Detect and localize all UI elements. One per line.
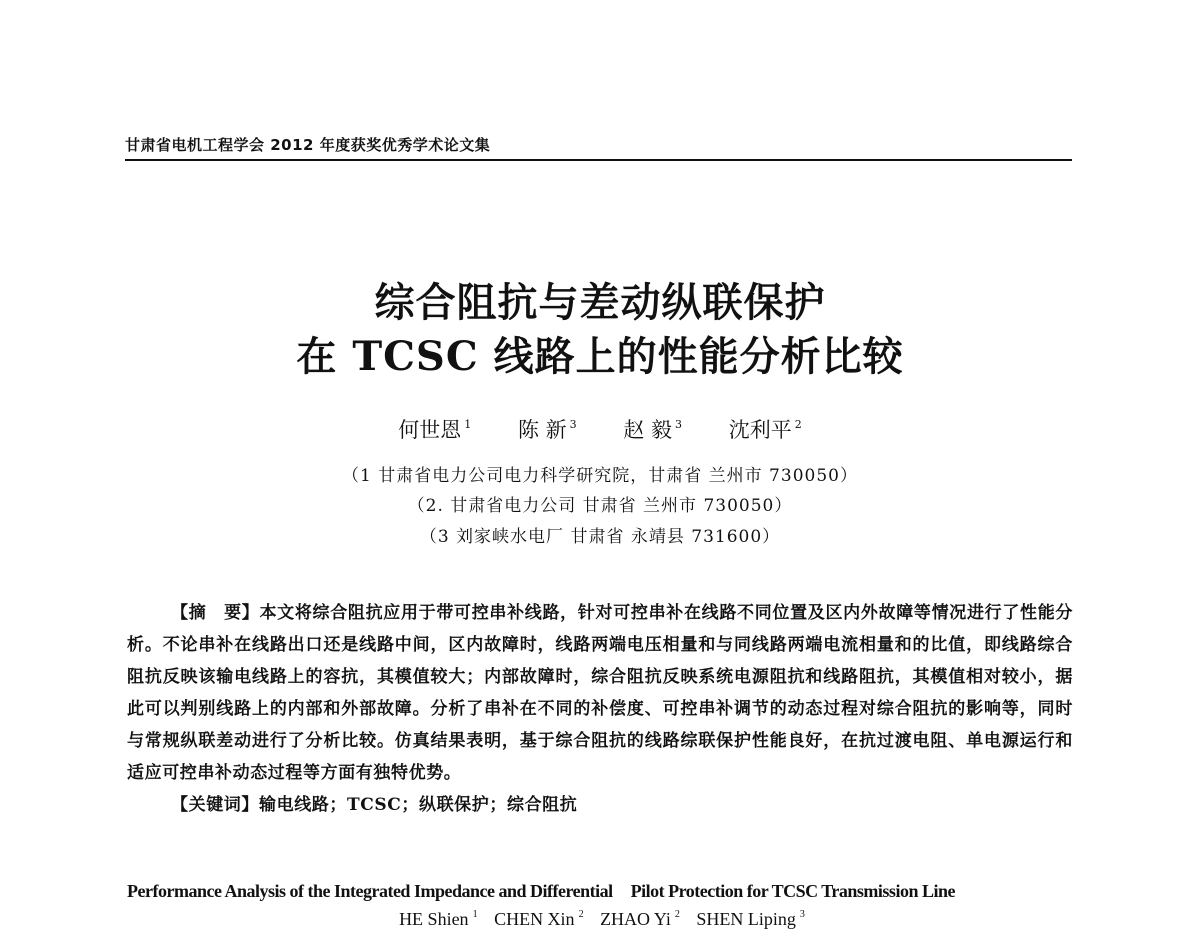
english-author-affiliation-mark: 2	[674, 909, 680, 920]
running-head: 甘肃省电机工程学会 2012 年度获奖优秀学术论文集	[125, 136, 491, 154]
author-affiliation-mark: 2	[794, 418, 802, 431]
author	[518, 414, 577, 444]
author-name: 沈利平	[728, 418, 792, 442]
title-line-2: 在 TCSC 线路上的性能分析比较	[296, 333, 904, 380]
author-list	[0, 414, 1200, 444]
abstract-section	[127, 597, 1073, 821]
affiliation-1: （1 甘肃省电力公司电力科学研究院，甘肃省 兰州市 730050）	[342, 466, 858, 486]
author	[398, 414, 471, 444]
author-affiliation-mark: 3	[569, 418, 577, 431]
english-author-name: CHEN Xin	[494, 909, 575, 929]
author	[729, 414, 802, 444]
abstract-text: 本文将综合阻抗应用于带可控串补线路，针对可控串补在线路不同位置及区内外故障等情况进行了性能分析。不论串补在线路出口还是线路中间，区内故障时，线路两端电压相量和与同线路两端电流相量和的比值，即线路综合阻抗反映该输电线路上的容抗，其模值较大；内部故障时，综合阻抗反映系统电源阻抗和线路阻抗，其模值相对较小，据此可以判别线路上的内部和外部故障。分析了串补在不同的补偿度、可控串补调节的动态过程对综合阻抗的影响等，同时与常规纵联差动进行了分析比较。仿真结果表明，基于综合阻抗的线路综联保护性能良好，在抗过渡电阻、单电源运行和适应可控串补动态过程等方面有独特优势。	[127, 603, 1074, 783]
author	[623, 414, 682, 444]
abstract-paragraph	[127, 597, 1073, 789]
author-name: 陈 新	[517, 418, 567, 442]
english-title	[127, 881, 1073, 902]
affiliation-3: （3 刘家峡水电厂 甘肃省 永靖县 731600）	[419, 527, 781, 547]
author-affiliation-mark: 3	[675, 418, 683, 431]
english-author-name: SHEN Liping	[696, 909, 796, 929]
affiliation-2: （2. 甘肃省电力公司 甘肃省 兰州市 730050）	[407, 496, 793, 516]
english-title-part-1: Performance Analysis of the Integrated Impedance and Differential	[127, 881, 613, 901]
abstract-label: 【摘 要】	[171, 603, 260, 623]
english-author-affiliation-mark: 1	[472, 909, 478, 920]
keywords-label: 【关键词】	[171, 795, 259, 815]
author-name: 赵 毅	[623, 418, 673, 442]
keywords-text: 输电线路；TCSC；纵联保护；综合阻抗	[259, 795, 578, 815]
english-author-name: HE Shien	[399, 909, 469, 929]
author-affiliation-mark: 1	[464, 418, 472, 431]
author-name: 何世恩	[398, 418, 462, 442]
keywords-paragraph	[127, 789, 1073, 821]
header-rule	[125, 159, 1072, 161]
english-title-part-2: Pilot Protection for TCSC Transmission Line	[630, 881, 955, 901]
english-author-affiliation-mark: 3	[799, 909, 805, 920]
title-line-1: 综合阻抗与差动纵联保护	[374, 279, 826, 326]
english-author-name: ZHAO Yi	[600, 909, 671, 929]
english-author-affiliation-mark: 2	[578, 909, 584, 920]
